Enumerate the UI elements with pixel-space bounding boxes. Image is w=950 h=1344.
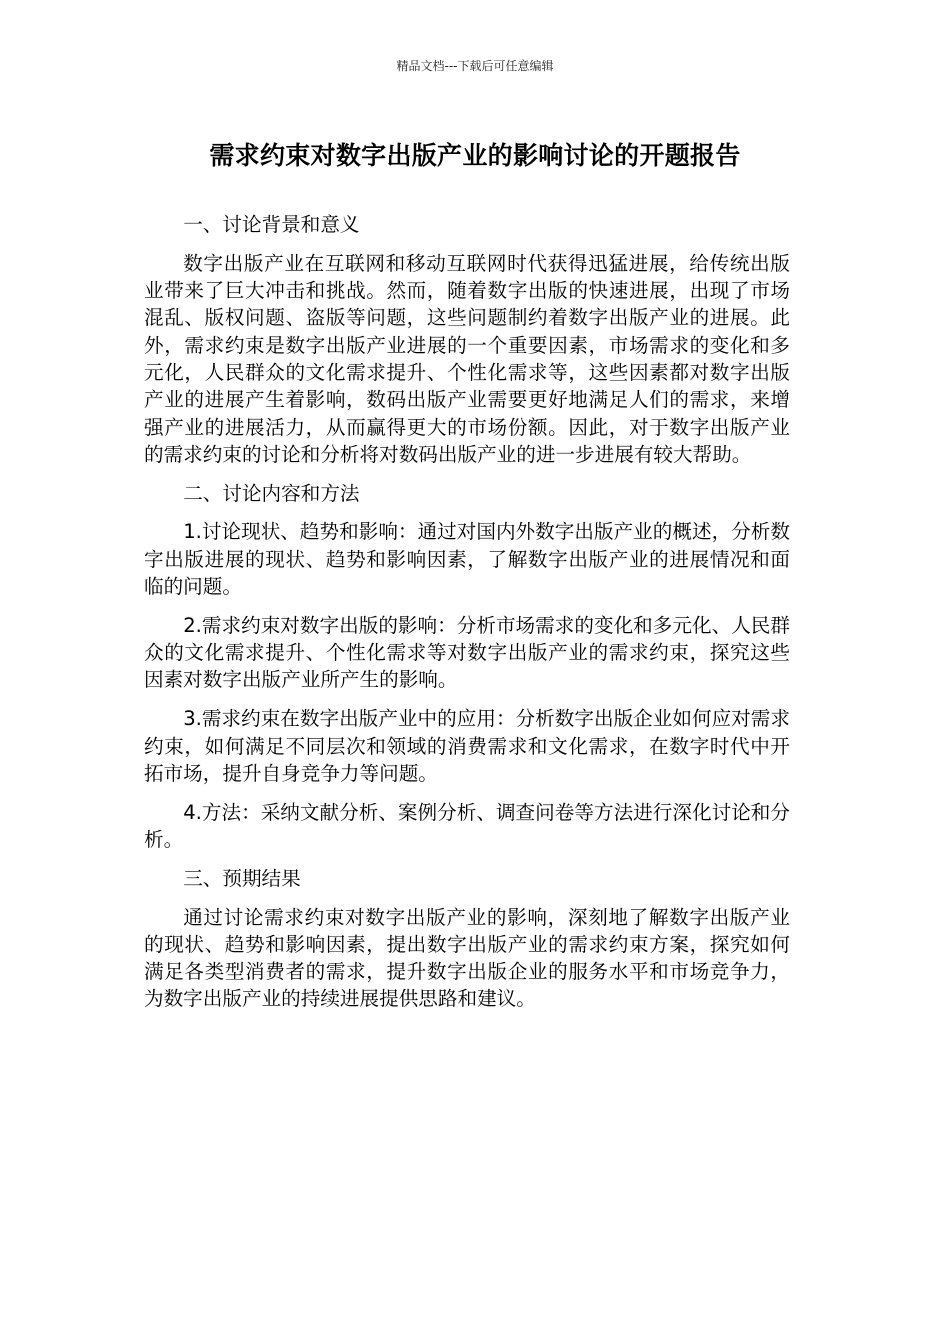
paragraph-item-2: 2.需求约束对数字出版的影响：分析市场需求的变化和多元化、人民群众的文化需求提升、个性化需求等对数字出版产业的需求约束，探究这些因素对数字出版产业所产生的影响。 xyxy=(144,613,790,692)
section-heading-expected-results: 三、预期结果 xyxy=(183,866,301,890)
paragraph-item-4: 4.方法：采纳文献分析、案例分析、调查问卷等方法进行深化讨论和分析。 xyxy=(144,800,790,851)
paragraph-item-1: 1.讨论现状、趋势和影响：通过对国内外数字出版产业的概述，分析数字出版进展的现状、趋势和影响因素，了解数字出版产业的进展情况和面临的问题。 xyxy=(144,520,790,599)
paragraph-expected-results: 通过讨论需求约束对数字出版产业的影响，深刻地了解数字出版产业的现状、趋势和影响因素，提出数字出版产业的需求约束方案，探究如何满足各类型消费者的需求，提升数字出版企业的服务水平和市场竞争力，为数字出版产业的持续进展提供思路和建议。 xyxy=(144,905,790,1011)
document-body xyxy=(144,211,790,1024)
section-heading-background: 一、讨论背景和意义 xyxy=(183,213,360,236)
header-note: 精品文档---下载后可任意编辑 xyxy=(396,59,554,73)
paragraph-background: 数字出版产业在互联网和移动互联网时代获得迅猛进展，给传统出版业带来了巨大冲击和挑战。然而，随着数字出版的快速进展，出现了市场混乱、版权问题、盗版等问题，这些问题制约着数字出版产业的进展。此外，需求约束是数字出版产业进展的一个重要因素，市场需求的变化和多元化，人民群众的文化需求提升、个性化需求等，这些因素都对数字出版产业的进展产生着影响，数码出版产业需要更好地满足人们的需求，来增强产业的进展活力，从而赢得更大的市场份额。因此，对于数字出版产业的需求约束的讨论和分析将对数码出版产业的进一步进展有较大帮助。 xyxy=(144,251,790,466)
section-heading-content-method: 二、讨论内容和方法 xyxy=(183,481,360,505)
paragraph-item-3: 3.需求约束在数字出版产业中的应用：分析数字出版企业如何应对需求约束，如何满足不同层次和领域的消费需求和文化需求，在数字时代中开拓市场，提升自身竞争力等问题。 xyxy=(144,707,790,785)
document-title: 需求约束对数字出版产业的影响讨论的开题报告 xyxy=(209,141,741,170)
